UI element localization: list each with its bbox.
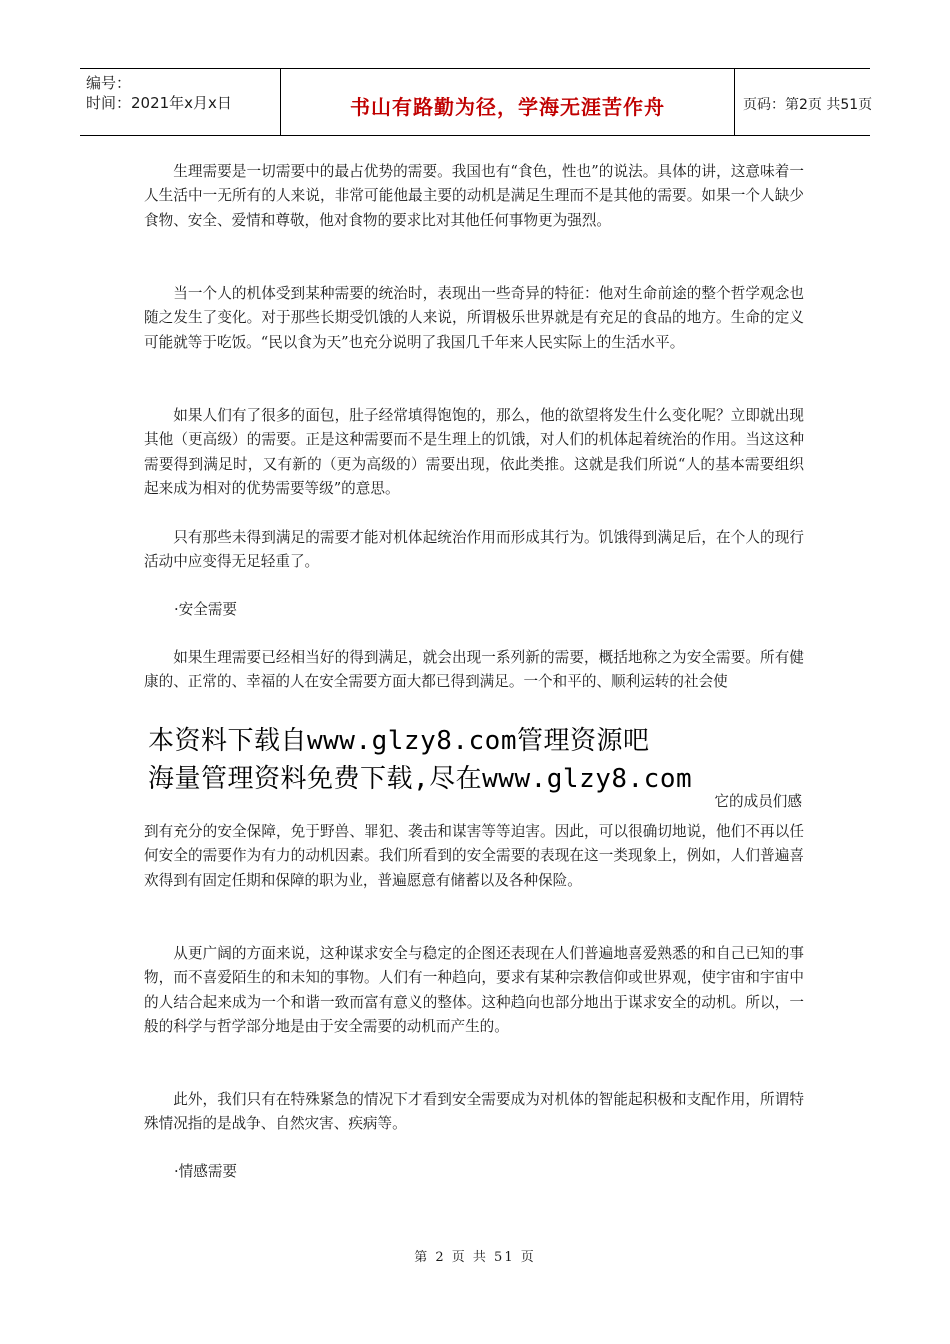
paragraph-5: 如果生理需要已经相当好的得到满足，就会出现一系列新的需要，概括地称之为安全需要。所有健康的、正常的、幸福的人在安全需要方面大都已得到满足。一个和平的、顺利运转的社会使 [144,649,804,691]
page-header [80,68,873,136]
paragraph-6: 到有充分的安全保障，免于野兽、罪犯、袭击和谋害等等迫害。因此，可以很确切地说，他们不再以任何安全的需要作为有力的动机因素。我们所看到的安全需要的表现在这一类现象上，例如，人们普遍喜欢得到有固定任期和保障的职为业，普遍愿意有储蓄以及各种保险。 [144,823,804,889]
document-number: 编号： [86,74,132,92]
header-motto: 书山有路勤为径，学海无涯苦作舟 [350,95,665,119]
header-meta [80,69,281,135]
header-motto-cell [281,69,735,135]
paragraph-3: 如果人们有了很多的面包，肚子经常填得饱饱的，那么，他的欲望将发生什么变化呢？立即就出现其他（更高级）的需要。正是这种需要而不是生理上的饥饿，对人们的机体起着统治的作用。当这这种需要得到满足时，又有新的（更为高级的）需要出现，依此类推。这就是我们所说“人的基本需要组织起来成为相对的优势需要等级”的意思。 [144,407,804,498]
watermark-line-2: 海量管理资料免费下载,尽在www.glzy8.com [148,764,693,794]
paragraph-5-continuation: 它的成员们感 [714,793,802,810]
paragraph-2: 当一个人的机体受到某种需要的统治时，表现出一些奇异的特征：他对生命前途的整个哲学观念也随之发生了变化。对于那些长期受饥饿的人来说，所谓极乐世界就是有充足的食品的地方。生命的定义可能就等于吃饭。“民以食为天”也充分说明了我国几千年来人民实际上的生活水平。 [144,285,804,351]
header-page-cell [735,69,873,135]
watermark-line-1: 本资料下载自www.glzy8.com管理资源吧 [148,726,650,756]
paragraph-7: 从更广阔的方面来说，这种谋求安全与稳定的企图还表现在人们普遍地喜爱熟悉的和自己已知的事物，而不喜爱陌生的和未知的事物。人们有一种趋向，要求有某种宗教信仰或世界观，使宇宙和宇宙中的人结合起来成为一个和谐一致而富有意义的整体。这种趋向也部分地出于谋求安全的动机。所以，一般的科学与哲学部分地是由于安全需要的动机而产生的。 [144,945,804,1036]
section-heading-safety: ·安全需要 [174,601,238,618]
document-time: 时间：2021年x月x日 [86,94,232,112]
page-footer: 第 2 页 共 51 页 [414,1250,536,1265]
paragraph-8: 此外，我们只有在特殊紧急的情况下才看到安全需要成为对机体的智能起积极和支配作用，所谓特殊情况指的是战争、自然灾害、疾病等。 [144,1091,804,1133]
paragraph-4: 只有那些未得到满足的需要才能对机体起统治作用而形成其行为。饥饿得到满足后，在个人的现行活动中应变得无足轻重了。 [144,529,804,571]
header-page-info: 页码：第2页 共51页 [743,97,873,113]
paragraph-1: 生理需要是一切需要中的最占优势的需要。我国也有“食色，性也”的说法。具体的讲，这意味着一人生活中一无所有的人来说，非常可能他最主要的动机是满足生理而不是其他的需要。如果一个人缺少食物、安全、爱情和尊敬，他对食物的要求比对其他任何事物更为强烈。 [144,163,804,229]
section-heading-emotion: ·情感需要 [174,1163,238,1180]
